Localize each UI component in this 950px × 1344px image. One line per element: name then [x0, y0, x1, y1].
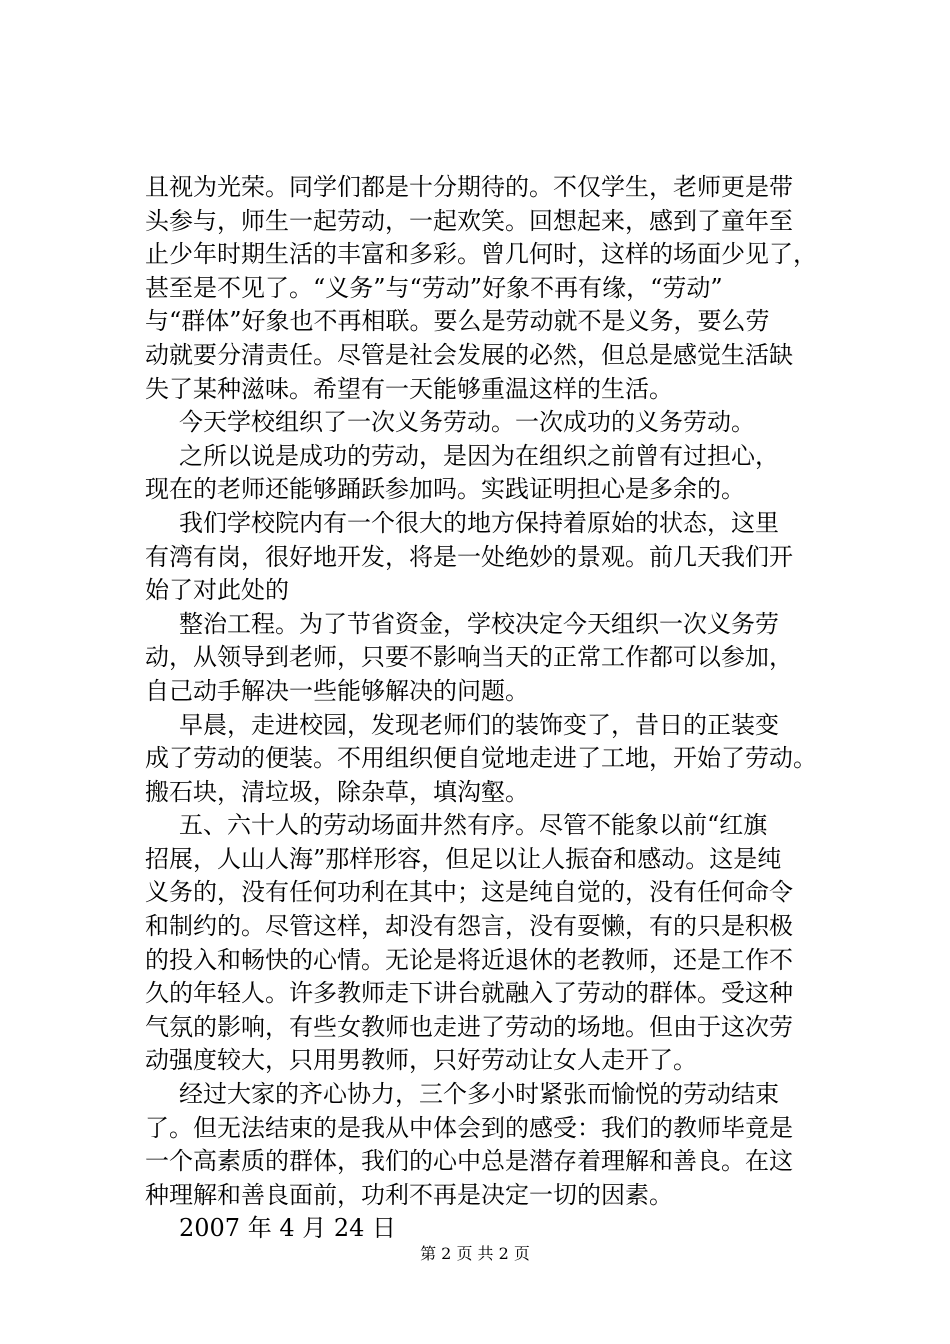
paragraph-line: 今天学校组织了一次义务劳动。一次成功的义务劳动。	[179, 408, 755, 437]
paragraph-line: 搬石块，清垃圾，除杂草，填沟壑。	[145, 777, 529, 806]
paragraph-line: 动就要分清责任。尽管是社会发展的必然，但总是感觉生活缺	[145, 340, 793, 369]
paragraph-line: 与“群体”好象也不再相联。要么是劳动就不是义务，要么劳	[145, 307, 770, 336]
paragraph-line: 有湾有岗，很好地开发，将是一处绝妙的景观。前几天我们开	[145, 542, 793, 571]
page-footer: 第 2 页 共 2 页	[420, 1244, 530, 1263]
paragraph-line: 且视为光荣。同学们都是十分期待的。不仅学生，老师更是带	[145, 173, 793, 201]
paragraph-line: 了。但无法结束的是我从中体会到的感受：我们的教师毕竟是	[145, 1113, 793, 1142]
paragraph-line: 自己动手解决一些能够解决的问题。	[145, 676, 529, 705]
paragraph-line: 一个高素质的群体，我们的心中总是潜存着理解和善良。在这	[145, 1147, 793, 1176]
paragraph-line: 现在的老师还能够踊跃参加吗。实践证明担心是多余的。	[145, 475, 745, 504]
paragraph-line: 的投入和畅快的心情。无论是将近退休的老教师，还是工作不	[145, 945, 793, 974]
paragraph-line: 种理解和善良面前，功利不再是决定一切的因素。	[145, 1180, 673, 1209]
paragraph-line: 整治工程。为了节省资金，学校决定今天组织一次义务劳	[179, 609, 779, 638]
paragraph-line: 头参与，师生一起劳动，一起欢笑。回想起来，感到了童年至	[145, 206, 793, 235]
document-date: 2007 年 4 月 24 日	[179, 1214, 397, 1243]
paragraph-line: 止少年时期生活的丰富和多彩。曾几何时，这样的场面少见了，	[145, 240, 817, 269]
paragraph-line: 义务的，没有任何功利在其中；这是纯自觉的，没有任何命令	[145, 878, 793, 907]
paragraph-line: 动，从领导到老师，只要不影响当天的正常工作都可以参加，	[145, 643, 793, 672]
paragraph-line: 失了某种滋味。希望有一天能够重温这样的生活。	[145, 374, 673, 403]
paragraph-line: 久的年轻人。许多教师走下讲台就融入了劳动的群体。受这种	[145, 979, 793, 1008]
paragraph-line: 早晨，走进校园，发现老师们的装饰变了，昔日的正装变	[179, 710, 779, 739]
paragraph-line: 五、六十人的劳动场面井然有序。尽管不能象以前“红旗	[179, 811, 768, 840]
paragraph-line: 甚至是不见了。“义务”与“劳动”好象不再有缘，“劳动”	[145, 273, 723, 302]
paragraph-line: 始了对此处的	[145, 576, 289, 605]
paragraph-line: 气氛的影响，有些女教师也走进了劳动的场地。但由于这次劳	[145, 1012, 793, 1041]
paragraph-line: 之所以说是成功的劳动，是因为在组织之前曾有过担心，	[179, 441, 779, 470]
document-body	[145, 171, 835, 1246]
paragraph-line: 我们学校院内有一个很大的地方保持着原始的状态，这里	[179, 508, 779, 537]
paragraph-line: 动强度较大，只用男教师，只好劳动让女人走开了。	[145, 1046, 697, 1075]
paragraph-line: 招展，人山人海”那样形容，但足以让人振奋和感动。这是纯	[145, 844, 782, 873]
paragraph-line: 经过大家的齐心协力，三个多小时紧张而愉悦的劳动结束	[179, 1080, 779, 1109]
paragraph-line: 成了劳动的便装。不用组织便自觉地走进了工地，开始了劳动。	[145, 744, 817, 773]
paragraph-line: 和制约的。尽管这样，却没有怨言，没有耍懒，有的只是积极	[145, 912, 793, 941]
